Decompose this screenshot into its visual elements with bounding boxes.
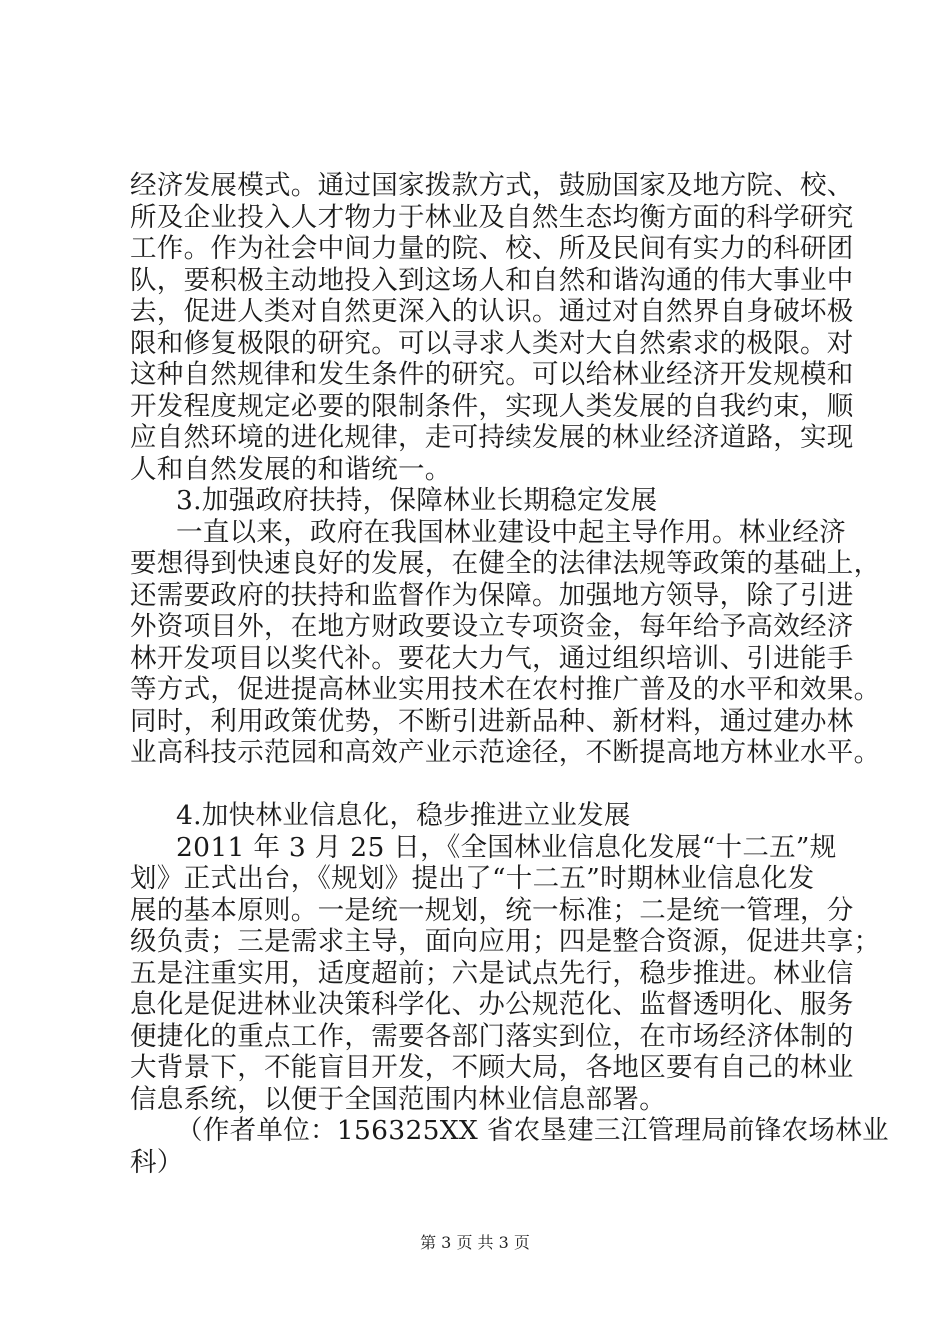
text-line: 大背景下，不能盲目开发，不顾大局，各地区要有自己的林业 (130, 1052, 854, 1083)
paragraph-continued (130, 170, 854, 485)
text-line: 限和修复极限的研究。可以寻求人类对大自然索求的极限。对 (130, 327, 854, 359)
text-line: 要想得到快速良好的发展，在健全的法律法规等政策的基础上， (130, 548, 881, 579)
text-line: 级负责；三是需求主导，面向应用；四是整合资源，促进共享； (130, 926, 881, 957)
text-line: 外资项目外，在地方财政要设立专项资金，每年给予高效经济 (130, 611, 854, 642)
paragraph-government-support (130, 516, 881, 769)
document-body (130, 170, 889, 1178)
text-line: 业高科技示范园和高效产业示范途径，不断提高地方林业水平。 (130, 737, 881, 768)
text-line: 划》正式出台，《规划》提出了“十二五”时期林业信息化发 (130, 863, 815, 894)
text-line: 人和自然发展的和谐统一。 (130, 453, 452, 485)
text-line: 还需要政府的扶持和监督作为保障。加强地方领导，除了引进 (130, 579, 854, 611)
text-line: 经济发展模式。通过国家拨款方式，鼓励国家及地方院、校、 (130, 170, 854, 201)
section-heading-4: 4.加快林业信息化，稳步推进立业发展 (176, 800, 631, 831)
text-line: 开发程度规定必要的限制条件，实现人类发展的自我约束，顺 (130, 390, 854, 422)
text-line: 便捷化的重点工作，需要各部门落实到位，在市场经济体制的 (130, 1020, 854, 1052)
text-line: 科） (130, 1146, 184, 1178)
text-line: 信息系统，以便于全国范围内林业信息部署。 (130, 1083, 666, 1115)
text-line: 五是注重实用，适度超前；六是试点先行，稳步推进。林业信 (130, 957, 854, 989)
text-line: 所及企业投入人才物力于林业及自然生态均衡方面的科学研究 (130, 201, 854, 233)
text-line: 这种自然规律和发生条件的研究。可以给林业经济开发规模和 (130, 359, 854, 390)
text-line: 同时，利用政策优势，不断引进新品种、新材料，通过建办林 (130, 705, 854, 737)
text-line: （作者单位：156325XX 省农垦建三江管理局前锋农场林业 (176, 1115, 889, 1146)
text-line: 工作。作为社会中间力量的院、校、所及民间有实力的科研团 (130, 233, 854, 264)
page-footer: 第 3 页 共 3 页 (420, 1233, 530, 1252)
blank-line (130, 769, 830, 801)
text-line: 息化是促进林业决策科学化、办公规范化、监督透明化、服务 (130, 989, 854, 1020)
text-line: 去，促进人类对自然更深入的认识。通过对自然界自身破坏极 (130, 296, 854, 327)
text-line: 等方式，促进提高林业实用技术在农村推广普及的水平和效果。 (130, 674, 881, 705)
text-line: 队，要积极主动地投入到这场人和自然和谐沟通的伟大事业中 (130, 264, 854, 296)
paragraph-informatization (130, 831, 881, 1116)
text-line: 2011 年 3 月 25 日，《全国林业信息化发展“十二五”规 (176, 831, 837, 863)
text-line: 一直以来，政府在我国林业建设中起主导作用。林业经济 (176, 516, 846, 548)
text-line: 应自然环境的进化规律，走可持续发展的林业经济道路，实现 (130, 422, 854, 453)
section-heading-3: 3.加强政府扶持，保障林业长期稳定发展 (176, 485, 658, 516)
text-line: 展的基本原则。一是统一规划，统一标准；二是统一管理，分 (130, 894, 854, 926)
author-affiliation (130, 1115, 889, 1178)
text-line: 林开发项目以奖代补。要花大力气，通过组织培训、引进能手 (130, 642, 854, 674)
